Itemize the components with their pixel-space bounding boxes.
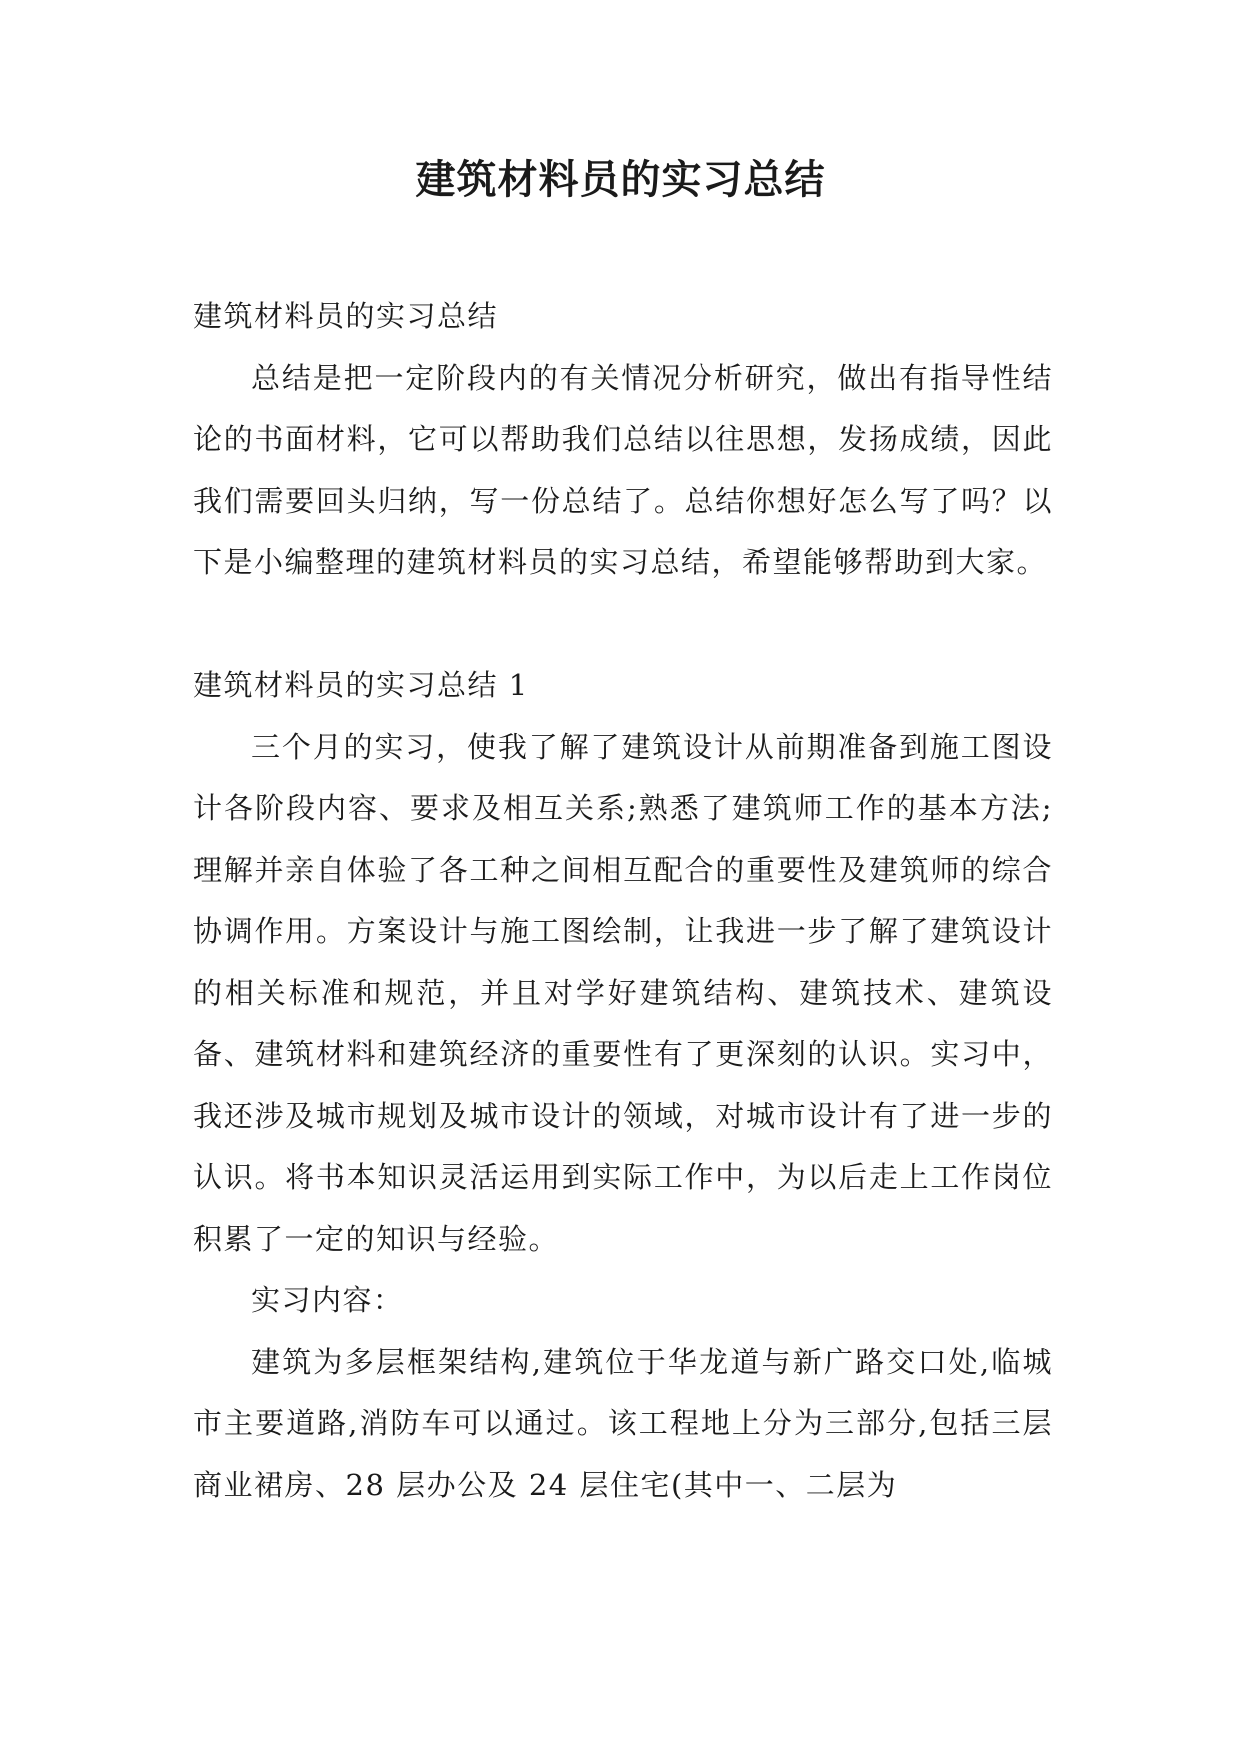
paragraph-gap: [193, 594, 1053, 656]
intro-paragraph: 总结是把一定阶段内的有关情况分析研究，做出有指导性结论的书面材料，它可以帮助我们总结以往思想，发扬成绩，因此我们需要回头归纳，写一份总结了。总结你想好怎么写了吗？以下是小编整理的建筑材料员的实习总结，希望能够帮助到大家。: [193, 360, 1053, 579]
document-title: 建筑材料员的实习总结: [415, 157, 826, 203]
body-paragraph: 三个月的实习，使我了解了建筑设计从前期准备到施工图设计各阶段内容、要求及相互关系;熟悉了建筑师工作的基本方法;理解并亲自体验了各工种之间相互配合的重要性及建筑师的综合协调作用。方案设计与施工图绘制，让我进一步了解了建筑设计的相关标准和规范，并且对学好建筑结构、建筑技术、建筑设备、建筑材料和建筑经济的重要性有了更深刻的认识。实习中，我还涉及城市规划及城市设计的领域，对城市设计有了进一步的认识。将书本知识灵活运用到实际工作中，为以后走上工作岗位积累了一定的知识与经验。: [193, 729, 1053, 1256]
section-heading: 建筑材料员的实习总结 1: [193, 668, 529, 702]
body-paragraph: 建筑为多层框架结构,建筑位于华龙道与新广路交口处,临城市主要道路,消防车可以通过。该工程地上分为三部分,包括三层商业裙房、28 层办公及 24 层住宅(其中一、二层为: [193, 1344, 1053, 1502]
document-subtitle: 建筑材料员的实习总结: [193, 299, 499, 333]
document-body: [193, 286, 1053, 1516]
body-paragraph: 实习内容：: [251, 1283, 404, 1317]
